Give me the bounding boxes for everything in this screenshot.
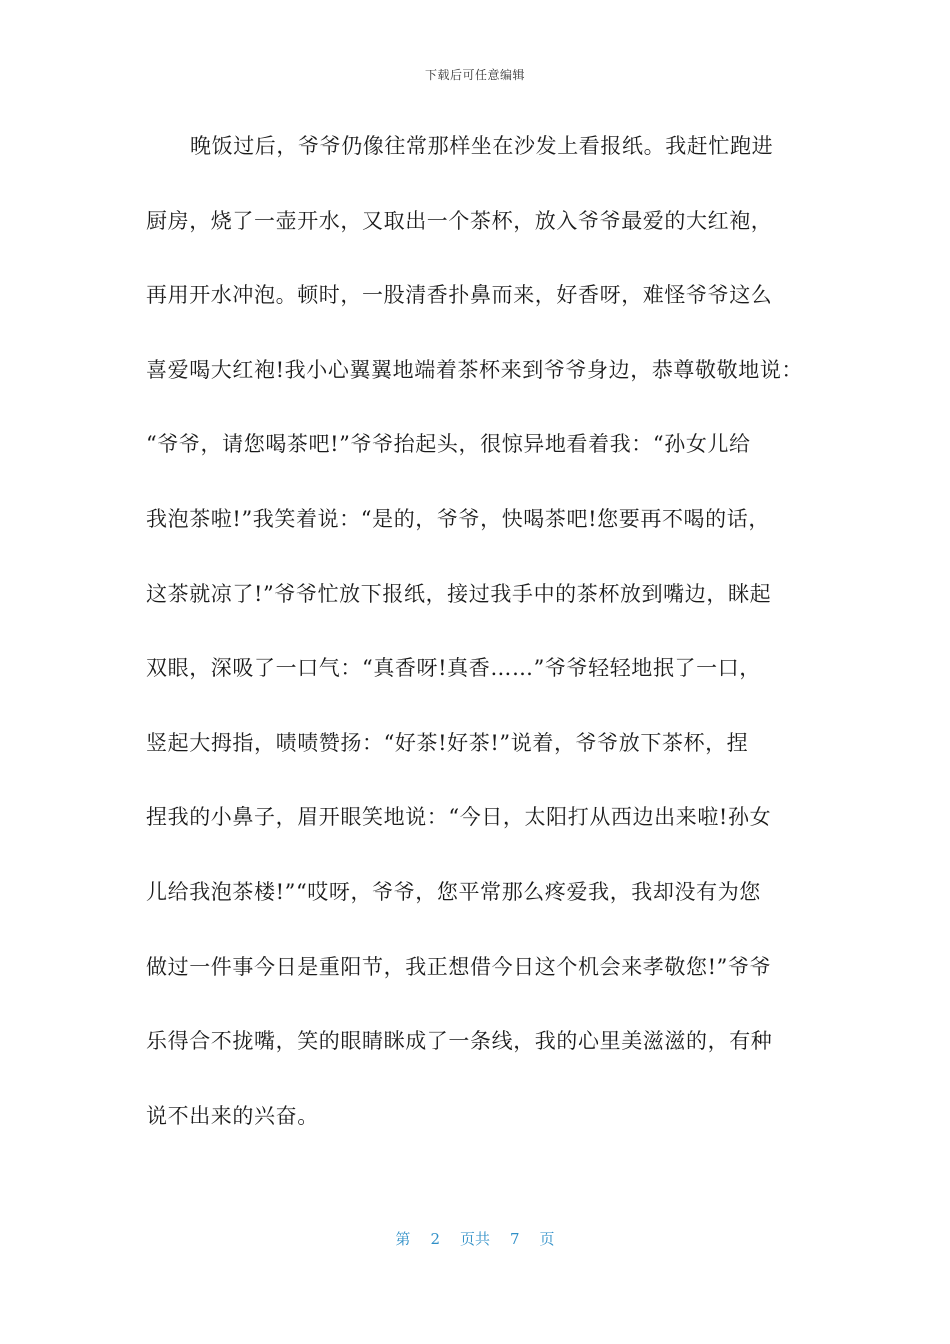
paragraph-line: 晚饭过后，爷爷仍像往常那样坐在沙发上看报纸。我赶忙跑进: [190, 134, 774, 158]
paragraph-line: “爷爷，请您喝茶吧!”爷爷抬起头，很惊异地看着我：“孙女儿给: [146, 432, 751, 457]
paragraph-line: 喜爱喝大红袍!我小心翼翼地端着茶杯来到爷爷身边，恭尊敬敬地说：: [146, 357, 804, 382]
paragraph-line: 我泡茶啦!”我笑着说：“是的，爷爷，快喝茶吧!您要再不喝的话，: [146, 506, 770, 531]
page-footer: [0, 1228, 950, 1249]
paragraph-line: 竖起大拇指，啧啧赞扬：“好茶!好茶!”说着，爷爷放下茶杯，捏: [146, 730, 749, 755]
page-number-suffix: 页: [539, 1230, 555, 1248]
paragraph-line: 捏我的小鼻子，眉开眼笑地说：“今日，太阳打从西边出来啦!孙女: [146, 805, 772, 830]
paragraph-line: 儿给我泡茶楼!”“哎呀，爷爷，您平常那么疼爱我，我却没有为您: [146, 879, 761, 904]
paragraph-line: 乐得合不拢嘴，笑的眼睛眯成了一条线，我的心里美滋滋的，有种: [146, 1029, 773, 1054]
page-header: 下载后可任意编辑: [424, 68, 525, 82]
paragraph-line: 双眼，深吸了一口气：“真香呀!真香……”爷爷轻轻地抿了一口，: [146, 656, 761, 681]
current-page-number: 2: [430, 1230, 440, 1248]
paragraph-line: 再用开水冲泡。顿时，一股清香扑鼻而来，好香呀，难怪爷爷这么: [146, 283, 773, 308]
paragraph-line: 做过一件事今日是重阳节，我正想借今日这个机会来孝敬您!”爷爷: [146, 954, 772, 979]
paragraph-line: 说不出来的兴奋。: [146, 1103, 319, 1128]
page-number-prefix: 第: [395, 1230, 411, 1248]
document-body: [146, 124, 816, 1168]
paragraph-line: 这茶就凉了!”爷爷忙放下报纸，接过我手中的茶杯放到嘴边，眯起: [146, 581, 772, 606]
paragraph-line: 厨房，烧了一壶开水，又取出一个茶杯，放入爷爷最爱的大红袍，: [146, 208, 773, 233]
total-pages-number: 7: [510, 1230, 520, 1248]
page-number-middle: 页共: [459, 1230, 490, 1248]
